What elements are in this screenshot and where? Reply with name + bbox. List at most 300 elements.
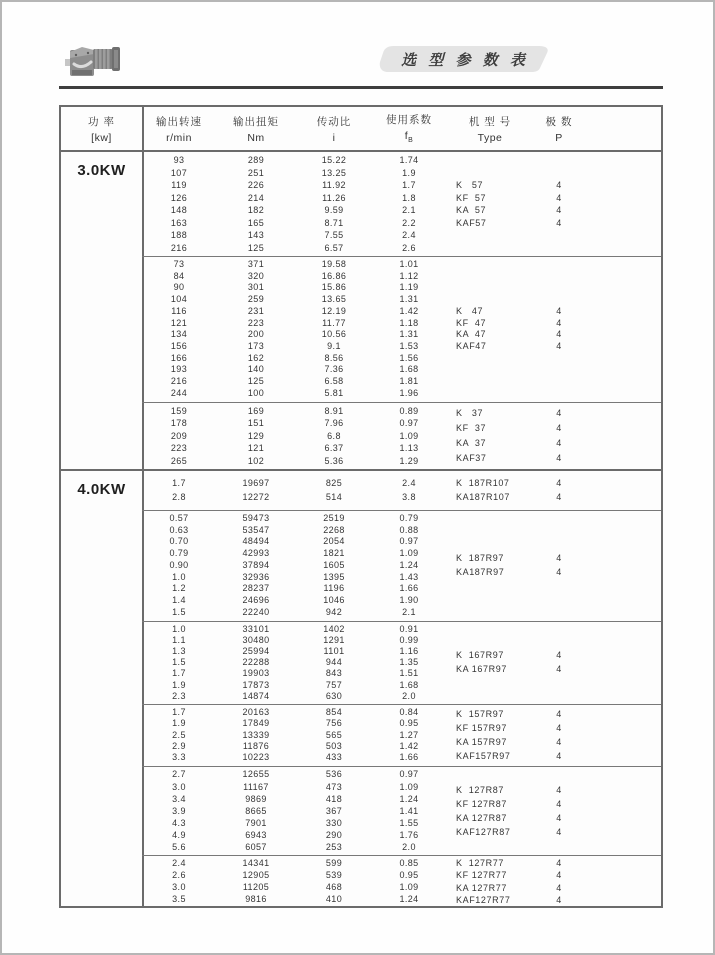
data-block	[61, 705, 661, 766]
cell-torque: 6057	[245, 841, 267, 852]
cell-torque: 226	[247, 180, 265, 190]
cell-torque: 165	[247, 217, 265, 228]
power-label: 4.0KW	[77, 481, 126, 498]
column-speed	[142, 705, 216, 766]
cell-speed: 244	[170, 387, 188, 398]
cell-speed: 1.0	[172, 571, 186, 582]
model-label: K 187R107	[456, 478, 510, 488]
poles-value: 4	[556, 317, 562, 328]
poles-value: 4	[556, 340, 562, 351]
cell-factor: 1.55	[399, 817, 419, 828]
cell-torque: 19697	[242, 478, 270, 488]
cell-speed: 1.5	[172, 657, 186, 668]
cell-speed: 104	[170, 294, 188, 305]
column-speed	[142, 622, 216, 705]
column-ratio	[296, 511, 372, 621]
cell-factor: 1.42	[399, 305, 419, 316]
power-spacer	[61, 622, 142, 705]
column-ratio	[296, 622, 372, 705]
poles-value: 4	[556, 709, 562, 720]
poles-value: 4	[556, 566, 562, 577]
header-cn-torque: 输出扭矩	[233, 115, 279, 128]
cell-torque: 12655	[242, 769, 270, 780]
poles-value: 4	[556, 217, 562, 228]
header-en-model: Type	[477, 131, 503, 144]
right-spacer	[584, 257, 661, 402]
power-spacer	[61, 856, 142, 908]
cell-speed: 163	[170, 217, 188, 228]
model-label: KA 127R87	[456, 812, 507, 823]
right-spacer	[584, 471, 661, 510]
cell-factor: 1.09	[399, 781, 419, 792]
cell-torque: 259	[247, 294, 265, 305]
model-label: KAF37	[456, 452, 487, 463]
cell-ratio: 1821	[323, 548, 345, 559]
cell-torque: 25994	[242, 645, 270, 656]
cell-torque: 320	[247, 270, 265, 281]
header-col-ratio	[296, 107, 372, 150]
poles-value: 4	[556, 407, 562, 418]
cell-torque: 17849	[242, 718, 270, 729]
poles-value: 4	[556, 870, 562, 881]
cell-ratio: 6.58	[324, 376, 344, 387]
cell-factor: 0.97	[399, 536, 419, 547]
model-label: K 187R97	[456, 553, 504, 564]
cell-ratio: 15.22	[321, 155, 347, 165]
cell-ratio: 599	[325, 857, 343, 868]
cell-factor: 2.6	[402, 242, 416, 253]
column-speed	[142, 767, 216, 856]
cell-speed: 0.90	[169, 559, 189, 570]
cell-ratio: 2519	[323, 513, 345, 524]
cell-ratio: 942	[325, 606, 343, 617]
model-label: K 167R97	[456, 650, 504, 661]
table-header	[61, 107, 661, 152]
cell-factor: 0.97	[399, 418, 419, 428]
cell-factor: 0.88	[399, 524, 419, 535]
cell-factor: 1.96	[399, 387, 419, 398]
column-model	[446, 705, 534, 766]
cell-factor: 1.41	[399, 805, 419, 816]
cell-ratio: 6.8	[327, 430, 341, 441]
cell-speed: 1.7	[172, 668, 186, 679]
poles-value: 4	[556, 751, 562, 762]
poles-value: 4	[556, 329, 562, 340]
right-spacer	[584, 152, 661, 256]
cell-speed: 119	[171, 180, 187, 190]
cell-ratio: 843	[325, 668, 343, 679]
cell-torque: 251	[247, 167, 265, 178]
cell-speed: 0.63	[169, 524, 189, 535]
right-spacer	[584, 767, 661, 856]
cell-speed: 4.3	[172, 817, 186, 828]
cell-factor: 1.09	[399, 881, 419, 892]
cell-factor: 0.89	[399, 405, 419, 416]
poles-value: 4	[556, 737, 562, 748]
model-label: K 127R87	[456, 784, 504, 795]
column-factor	[372, 471, 446, 510]
column-poles	[534, 257, 584, 402]
cell-speed: 1.7	[172, 707, 186, 717]
column-torque	[216, 152, 296, 256]
cell-speed: 2.9	[172, 740, 186, 751]
poles-value: 4	[556, 882, 562, 893]
cell-factor: 1.27	[399, 729, 419, 740]
cell-factor: 1.90	[399, 595, 419, 605]
cell-factor: 1.13	[399, 443, 419, 453]
column-torque	[216, 856, 296, 908]
cell-torque: 14874	[242, 690, 270, 701]
cell-speed: 209	[170, 430, 188, 441]
cell-torque: 28237	[242, 583, 270, 594]
cell-factor: 1.76	[399, 829, 419, 840]
cell-speed: 90	[173, 282, 185, 293]
cell-torque: 125	[247, 242, 265, 253]
cell-speed: 1.2	[172, 583, 186, 594]
cell-factor: 1.35	[399, 657, 419, 668]
model-label: KAF157R97	[456, 751, 511, 762]
data-block	[61, 471, 661, 510]
cell-torque: 42993	[242, 548, 270, 559]
model-label: KF 47	[456, 317, 487, 328]
header-col-speed	[142, 107, 216, 150]
column-speed	[142, 257, 216, 402]
cell-torque: 129	[247, 430, 265, 441]
poles-value: 4	[556, 192, 562, 203]
poles-value: 4	[556, 491, 562, 502]
column-poles	[534, 403, 584, 470]
cell-factor: 0.85	[399, 857, 419, 868]
column-speed	[142, 856, 216, 908]
model-label: KF 157R97	[456, 723, 507, 734]
column-poles	[534, 767, 584, 856]
column-torque	[216, 767, 296, 856]
right-spacer	[584, 705, 661, 766]
data-block	[61, 767, 661, 856]
cell-factor: 1.19	[399, 282, 419, 293]
cell-ratio: 536	[325, 769, 343, 780]
gearmotor-icon	[64, 40, 126, 84]
cell-speed: 107	[170, 167, 188, 178]
cell-ratio: 2268	[323, 524, 345, 535]
cell-speed: 84	[173, 270, 185, 281]
column-model	[446, 511, 534, 621]
cell-ratio: 8.56	[324, 352, 344, 363]
cell-speed: 1.7	[172, 478, 186, 488]
cell-ratio: 6.57	[324, 242, 344, 253]
cell-factor: 2.0	[402, 841, 416, 852]
model-label: KAF47	[456, 340, 487, 351]
header-en-factor: $f_B$	[404, 130, 414, 145]
cell-speed: 2.7	[172, 769, 186, 780]
cell-torque: 100	[247, 387, 265, 398]
cell-factor: 2.4	[402, 478, 416, 488]
column-model	[446, 152, 534, 256]
column-torque	[216, 471, 296, 510]
cell-factor: 1.16	[399, 645, 419, 656]
poles-value: 4	[556, 553, 562, 564]
cell-factor: 1.56	[399, 352, 419, 363]
model-label: KA 57	[456, 205, 487, 215]
cell-factor: 1.66	[399, 752, 419, 763]
cell-speed: 1.4	[172, 595, 186, 605]
model-label: KAF127R77	[456, 895, 511, 906]
header-col-factor	[372, 107, 446, 150]
poles-value: 4	[556, 784, 562, 795]
cell-torque: 22240	[242, 606, 270, 617]
header-rule	[59, 86, 663, 89]
cell-speed: 3.0	[172, 881, 186, 892]
column-poles	[534, 705, 584, 766]
column-ratio	[296, 767, 372, 856]
page-title: 选 型 参 数 表	[401, 51, 529, 69]
cell-torque: 7901	[245, 817, 267, 828]
data-block	[61, 511, 661, 621]
column-factor	[372, 767, 446, 856]
cell-speed: 2.5	[172, 729, 186, 740]
cell-torque: 19903	[242, 668, 270, 679]
cell-ratio: 410	[325, 893, 343, 904]
cell-speed: 193	[170, 364, 188, 375]
cell-ratio: 630	[325, 690, 343, 701]
cell-torque: 140	[247, 364, 265, 375]
cell-ratio: 825	[325, 478, 343, 488]
column-poles	[534, 856, 584, 908]
column-ratio	[296, 152, 372, 256]
column-speed	[142, 511, 216, 621]
cell-torque: 121	[247, 443, 265, 453]
poles-value: 4	[556, 422, 562, 433]
header-en-speed: r/min	[166, 131, 192, 144]
cell-factor: 1.68	[399, 679, 419, 690]
cell-factor: 1.09	[399, 430, 419, 441]
cell-ratio: 19.58	[321, 259, 347, 270]
cell-speed: 216	[170, 242, 188, 253]
cell-torque: 53547	[242, 524, 270, 535]
column-ratio	[296, 705, 372, 766]
cell-torque: 102	[247, 455, 265, 466]
cell-factor: 1.31	[399, 329, 419, 340]
data-block	[61, 257, 661, 402]
data-block	[61, 622, 661, 705]
column-factor	[372, 856, 446, 908]
power-spacer	[61, 403, 142, 470]
model-label: KA 167R97	[456, 663, 507, 674]
cell-ratio: 1101	[323, 645, 345, 656]
model-label: KA 47	[456, 329, 487, 340]
cell-speed: 1.3	[172, 645, 186, 656]
poles-value: 4	[556, 798, 562, 809]
cell-torque: 8665	[245, 805, 267, 816]
cell-ratio: 367	[325, 805, 343, 816]
header-col-model	[446, 107, 534, 150]
column-torque	[216, 403, 296, 470]
model-label: KAF127R87	[456, 826, 511, 837]
power-section-3.0kw	[61, 152, 661, 469]
cell-speed: 2.6	[172, 869, 186, 880]
cell-ratio: 12.19	[321, 305, 347, 316]
column-torque	[216, 511, 296, 621]
cell-torque: 48494	[242, 536, 270, 547]
cell-torque: 13339	[242, 729, 270, 740]
column-speed	[142, 471, 216, 510]
column-poles	[534, 152, 584, 256]
header-en-poles: P	[555, 131, 563, 144]
model-label: KF 127R87	[456, 798, 507, 809]
cell-ratio: 854	[325, 707, 343, 717]
column-factor	[372, 403, 446, 470]
cell-factor: 1.74	[399, 155, 419, 165]
cell-speed: 1.9	[172, 679, 186, 690]
cell-speed: 3.3	[172, 752, 186, 763]
cell-ratio: 468	[325, 881, 343, 892]
cell-speed: 121	[170, 317, 188, 328]
cell-ratio: 1196	[323, 583, 345, 594]
cell-factor: 0.97	[399, 769, 419, 780]
cell-speed: 126	[170, 192, 188, 203]
cell-speed: 166	[170, 352, 188, 363]
cell-speed: 188	[170, 230, 188, 240]
model-label: KA 157R97	[456, 737, 507, 748]
right-spacer	[584, 856, 661, 908]
cell-factor: 1.24	[399, 793, 419, 804]
header-en-power: [kw]	[91, 131, 112, 144]
header-cn-ratio: 传动比	[316, 115, 352, 128]
cell-torque: 231	[247, 305, 265, 316]
model-label: K 47	[456, 305, 484, 316]
cell-torque: 151	[247, 418, 265, 428]
cell-ratio: 7.55	[324, 230, 344, 240]
cell-factor: 1.53	[399, 340, 419, 351]
column-factor	[372, 511, 446, 621]
column-factor	[372, 705, 446, 766]
column-ratio	[296, 471, 372, 510]
poles-value: 4	[556, 723, 562, 734]
cell-speed: 265	[170, 455, 188, 466]
table-body	[61, 152, 661, 908]
power-spacer	[61, 257, 142, 402]
model-label: K 127R77	[456, 857, 504, 868]
cell-ratio: 5.36	[324, 455, 344, 466]
cell-ratio: 514	[325, 491, 343, 502]
cell-speed: 3.9	[172, 805, 186, 816]
cell-speed: 5.6	[172, 841, 186, 852]
model-label: KA 37	[456, 437, 487, 448]
cell-torque: 22288	[242, 657, 270, 668]
cell-ratio: 7.96	[324, 418, 344, 428]
cell-torque: 14341	[242, 857, 270, 868]
cell-torque: 371	[247, 259, 265, 270]
cell-torque: 9816	[245, 893, 267, 904]
cell-torque: 11167	[243, 781, 269, 792]
cell-torque: 10223	[242, 752, 270, 763]
column-factor	[372, 257, 446, 402]
cell-factor: 1.66	[399, 583, 419, 594]
cell-torque: 223	[247, 317, 265, 328]
data-block	[61, 403, 661, 470]
cell-ratio: 8.91	[324, 405, 344, 416]
power-spacer	[61, 705, 142, 766]
column-poles	[534, 511, 584, 621]
poles-value: 4	[556, 180, 562, 190]
cell-speed: 73	[173, 259, 185, 270]
cell-ratio: 13.25	[321, 167, 347, 178]
cell-ratio: 756	[325, 718, 343, 729]
title-badge	[378, 44, 550, 74]
data-block	[61, 152, 661, 256]
cell-torque: 200	[247, 329, 265, 340]
cell-factor: 2.4	[402, 230, 416, 240]
header-cn-factor: 使用系数	[386, 114, 432, 127]
column-model	[446, 767, 534, 856]
cell-ratio: 565	[325, 729, 343, 740]
header-cn-poles: 极 数	[545, 115, 573, 128]
cell-ratio: 1291	[323, 634, 345, 645]
cell-ratio: 757	[325, 679, 343, 690]
cell-factor: 1.51	[399, 668, 419, 679]
header-en-ratio: i	[332, 131, 336, 144]
cell-ratio: 11.26	[322, 192, 346, 203]
column-model	[446, 403, 534, 470]
cell-ratio: 5.81	[324, 387, 344, 398]
cell-ratio: 10.56	[321, 329, 347, 340]
poles-value: 4	[556, 205, 562, 215]
cell-torque: 182	[247, 205, 265, 215]
cell-ratio: 473	[325, 781, 343, 792]
cell-speed: 2.4	[172, 857, 186, 868]
header-col-poles	[534, 107, 584, 150]
cell-factor: 1.31	[399, 294, 419, 305]
poles-value: 4	[556, 812, 562, 823]
cell-speed: 116	[171, 305, 187, 316]
column-factor	[372, 152, 446, 256]
cell-torque: 143	[247, 230, 265, 240]
cell-speed: 223	[170, 443, 188, 453]
cell-ratio: 539	[325, 869, 343, 880]
model-label: K 37	[456, 407, 484, 418]
power-spacer	[61, 511, 142, 621]
cell-speed: 159	[170, 405, 188, 416]
cell-ratio: 11.77	[322, 317, 346, 328]
column-torque	[216, 257, 296, 402]
cell-factor: 1.42	[399, 740, 419, 751]
column-speed	[142, 403, 216, 470]
column-model	[446, 856, 534, 908]
cell-factor: 1.43	[399, 571, 419, 582]
poles-value: 4	[556, 826, 562, 837]
poles-value: 4	[556, 452, 562, 463]
cell-ratio: 418	[325, 793, 343, 804]
cell-ratio: 2054	[323, 536, 345, 547]
cell-ratio: 1046	[323, 595, 345, 605]
cell-torque: 32936	[242, 571, 270, 582]
model-label: KF 57	[456, 192, 487, 203]
cell-torque: 11876	[242, 740, 270, 751]
column-model	[446, 257, 534, 402]
cell-factor: 1.09	[399, 548, 419, 559]
cell-ratio: 944	[325, 657, 343, 668]
cell-ratio: 9.59	[324, 205, 344, 215]
cell-factor: 1.81	[399, 376, 419, 387]
cell-ratio: 433	[325, 752, 343, 763]
cell-torque: 37894	[242, 559, 270, 570]
cell-factor: 0.95	[399, 718, 419, 729]
header-spacer	[584, 107, 661, 150]
cell-speed: 1.5	[172, 606, 186, 617]
cell-factor: 1.9	[402, 167, 416, 178]
poles-value: 4	[556, 663, 562, 674]
right-spacer	[584, 403, 661, 470]
